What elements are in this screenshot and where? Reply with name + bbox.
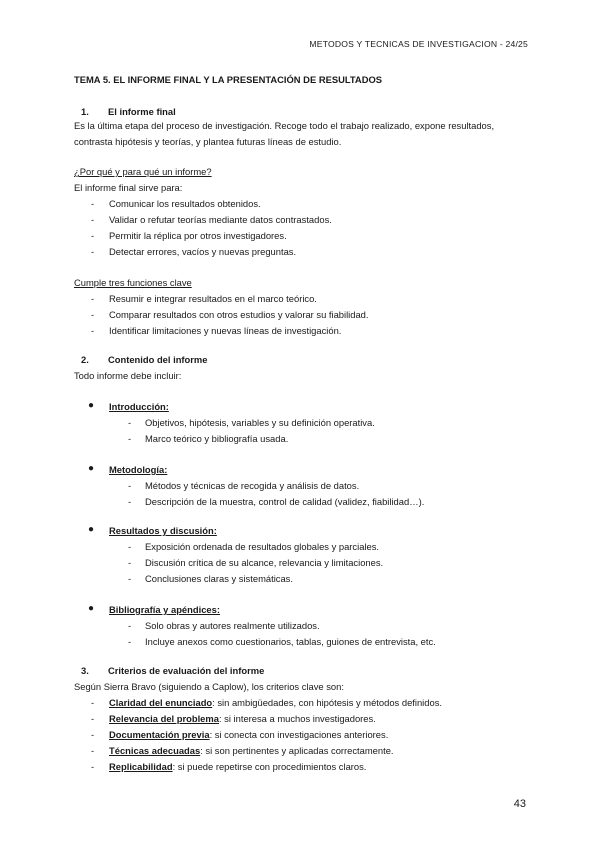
list-item: - Comunicar los resultados obtenidos.: [91, 198, 261, 209]
section-number: 2.: [81, 354, 89, 365]
criteria-term: Replicabilidad: [109, 761, 173, 772]
list-item: - Exposición ordenada de resultados globales y parciales.: [128, 541, 379, 552]
list-item: - Métodos y técnicas de recogida y análisis de datos.: [128, 480, 360, 491]
list-item-text: Permitir la réplica por otros investigadores.: [109, 230, 287, 241]
list-item: - Marco teórico y bibliografía usada.: [128, 433, 289, 444]
list-item: - Discusión crítica de su alcance, relevancia y limitaciones.: [128, 557, 384, 568]
group-label: Introducción:: [109, 401, 169, 412]
list-item-text: Detectar errores, vacíos y nuevas preguntas.: [109, 246, 297, 257]
section-1-paragraph: Es la última etapa del proceso de investigación. Recoge todo el trabajo realizado, expone resultados, contrasta hipótesis y teorías, y plantea futuras líneas de estudio.: [74, 120, 495, 147]
why-heading: ¿Por qué y para qué un informe?: [74, 166, 212, 177]
list-item-text: Descripción de la muestra, control de calidad (validez, fiabilidad…).: [145, 496, 425, 507]
list-item-text: Comunicar los resultados obtenidos.: [109, 198, 261, 209]
group-label: Metodología:: [109, 464, 168, 475]
list-item: - Conclusiones claras y sistemáticas.: [128, 573, 293, 584]
list-item-text: Incluye anexos como cuestionarios, tablas, guiones de entrevista, etc.: [145, 636, 436, 647]
section-title: Contenido del informe: [108, 354, 208, 365]
section-title: Criterios de evaluación del informe: [108, 665, 265, 676]
list-item-text: Discusión crítica de su alcance, relevancia y limitaciones.: [145, 557, 384, 568]
section-number: 3.: [81, 665, 89, 676]
list-item: - Detectar errores, vacíos y nuevas preguntas.: [91, 246, 297, 257]
list-item-text: Solo obras y autores realmente utilizados.: [145, 620, 320, 631]
criteria-desc: : si conecta con investigaciones anteriores.: [209, 729, 389, 740]
bullet-icon: ●: [88, 400, 95, 411]
list-item-text: Marco teórico y bibliografía usada.: [145, 433, 289, 444]
criteria-term: Relevancia del problema: [109, 713, 219, 724]
section-3-heading: [81, 665, 265, 676]
criteria-desc: : si interesa a muchos investigadores.: [218, 713, 376, 724]
section-2-heading: [81, 354, 208, 365]
criteria-term: Documentación previa: [109, 729, 210, 740]
group-label: Resultados y discusión:: [109, 525, 217, 536]
list-item: - Identificar limitaciones y nuevas líneas de investigación.: [91, 325, 342, 336]
list-item-text: Objetivos, hipótesis, variables y su definición operativa.: [145, 417, 375, 428]
list-item-text: Validar o refutar teorías mediante datos contrastados.: [109, 214, 332, 225]
criteria-item: - Replicabilidad: si puede repetirse con procedimientos claros.: [91, 761, 367, 772]
criteria-item: - Relevancia del problema: si interesa a muchos investigadores.: [91, 713, 376, 724]
list-item-text: Conclusiones claras y sistemáticas.: [145, 573, 293, 584]
criteria-term: Técnicas adecuadas: [109, 745, 201, 756]
functions-heading: Cumple tres funciones clave: [74, 277, 192, 288]
list-item: - Permitir la réplica por otros investigadores.: [91, 230, 287, 241]
bullet-icon: ●: [88, 524, 95, 535]
list-item: - Solo obras y autores realmente utilizados.: [128, 620, 320, 631]
chapter-title: TEMA 5. EL INFORME FINAL Y LA PRESENTACIÓN DE RESULTADOS: [74, 74, 383, 85]
list-item-text: Resumir e integrar resultados en el marco teórico.: [109, 293, 317, 304]
page-number: 43: [513, 798, 526, 810]
list-item: - Comparar resultados con otros estudios y valorar su fiabilidad.: [91, 309, 369, 320]
list-item: - Incluye anexos como cuestionarios, tablas, guiones de entrevista, etc.: [128, 636, 436, 647]
list-item: - Resumir e integrar resultados en el marco teórico.: [91, 293, 317, 304]
list-item: - Descripción de la muestra, control de calidad (validez, fiabilidad…).: [128, 496, 425, 507]
criteria-item: - Documentación previa: si conecta con investigaciones anteriores.: [91, 729, 389, 740]
criteria-desc: : sin ambigüedades, con hipótesis y métodos definidos.: [212, 697, 442, 708]
list-item-text: Exposición ordenada de resultados globales y parciales.: [145, 541, 379, 552]
section-number: 1.: [81, 106, 89, 117]
why-intro: El informe final sirve para:: [74, 182, 183, 193]
criteria-item: - Claridad del enunciado: sin ambigüedades, con hipótesis y métodos definidos.: [91, 697, 442, 708]
list-item: - Validar o refutar teorías mediante datos contrastados.: [91, 214, 332, 225]
criteria-term: Claridad del enunciado: [109, 697, 213, 708]
section-title: El informe final: [108, 106, 176, 117]
group-label: Bibliografía y apéndices:: [109, 604, 220, 615]
list-item: - Objetivos, hipótesis, variables y su definición operativa.: [128, 417, 375, 428]
criteria-desc: : si puede repetirse con procedimientos claros.: [172, 761, 367, 772]
criteria-item: - Técnicas adecuadas: si son pertinentes y aplicadas correctamente.: [91, 745, 394, 756]
section-1-heading: [81, 106, 176, 117]
running-header: METODOS Y TECNICAS DE INVESTIGACION - 24/25: [309, 39, 528, 49]
list-item-text: Comparar resultados con otros estudios y valorar su fiabilidad.: [109, 309, 369, 320]
bullet-icon: ●: [88, 603, 95, 614]
list-item-text: Identificar limitaciones y nuevas líneas de investigación.: [109, 325, 342, 336]
section-2-intro: Todo informe debe incluir:: [74, 370, 182, 381]
bullet-icon: ●: [88, 463, 95, 474]
list-item-text: Métodos y técnicas de recogida y análisis de datos.: [145, 480, 360, 491]
criteria-desc: : si son pertinentes y aplicadas correctamente.: [200, 745, 394, 756]
section-3-intro: Según Sierra Bravo (siguiendo a Caplow), los criterios clave son:: [74, 681, 344, 692]
